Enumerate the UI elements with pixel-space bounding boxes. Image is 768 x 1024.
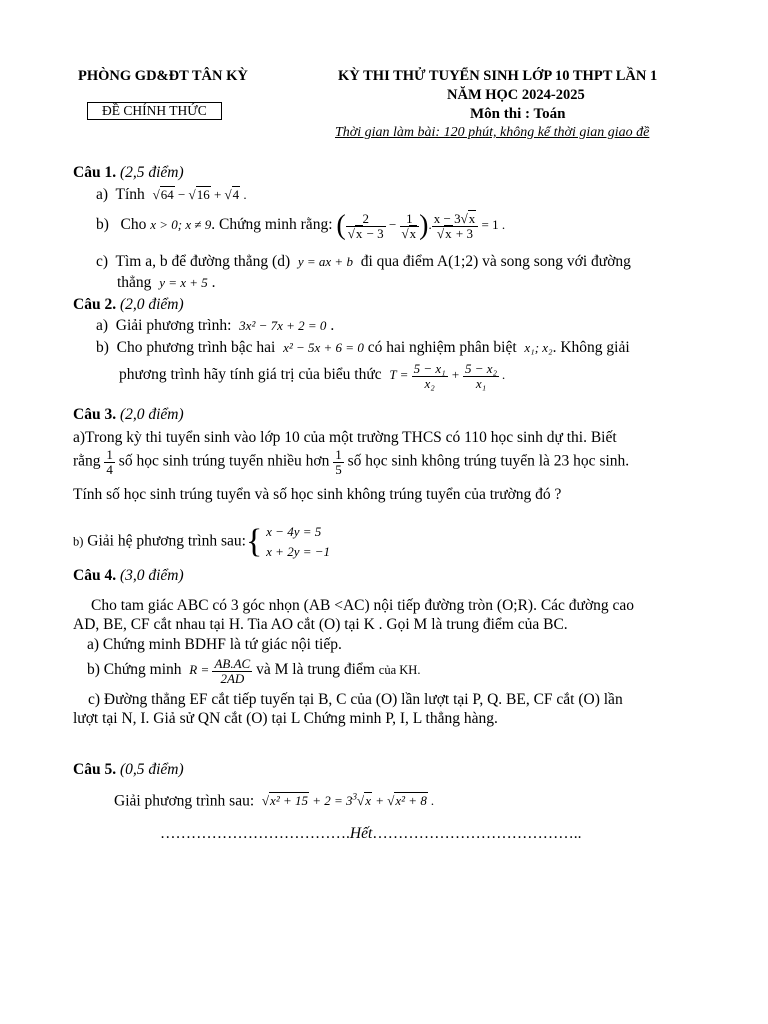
q2b-text3: . Không giải — [552, 339, 630, 356]
q1a-text: Tính — [115, 186, 145, 203]
q4-part-c-line2: lượt tại N, I. Giả sử QN cắt (O) tại L Chứng minh P, I, L thẳng hàng. — [73, 710, 498, 727]
question-2b-cont — [119, 362, 506, 390]
question-2b — [96, 339, 630, 357]
q4b-pre: b) Chứng minh — [87, 661, 182, 679]
q1c-line2-equation: y = x + 5 — [159, 275, 208, 290]
q1c-text3: thẳng — [117, 274, 152, 291]
question-1a — [96, 186, 247, 204]
question-4-heading — [73, 567, 184, 585]
official-exam-badge: ĐỀ CHÍNH THỨC — [87, 102, 222, 120]
q3b-label: b) — [73, 534, 84, 549]
question-2-title: Câu 2. — [73, 296, 117, 313]
department-name: PHÒNG GD&ĐT TÂN KỲ — [78, 68, 248, 84]
question-3-points: (2,0 điểm) — [119, 406, 184, 423]
q3a-line2-mid: số học sinh trúng tuyển nhiều hơn — [118, 452, 330, 470]
q3a-fraction-1-4: $\frac{1}{4}$ — [106, 447, 113, 477]
q4-line2: AD, BE, CF cắt nhau tại H. Tia AO cắt (O) tại K . Gọi M là trung điểm của BC. — [73, 616, 568, 633]
q4b-post2: của KH. — [378, 663, 421, 678]
question-1b — [96, 210, 505, 242]
system-brace: { — [245, 523, 263, 560]
question-3b — [73, 522, 330, 562]
question-4-title: Câu 4. — [73, 567, 117, 584]
question-3-title: Câu 3. — [73, 406, 117, 423]
time-limit: Thời gian làm bài: 120 phút, không kể thời gian giao đề — [335, 125, 650, 140]
q4-line1: Cho tam giác ABC có 3 góc nhọn (AB <AC) nội tiếp đường tròn (O;R). Các đường cao — [91, 597, 635, 614]
question-5-title: Câu 5. — [73, 761, 117, 778]
question-5-points: (0,5 điểm) — [119, 761, 184, 778]
end-marker — [160, 825, 582, 843]
q3a-line2-post: số học sinh không trúng tuyển là 23 học sinh. — [347, 452, 630, 470]
q3a-line1: a)Trong kỳ thi tuyển sinh vào lớp 10 của một trường THCS có 110 học sinh dự thi. Biết — [73, 429, 617, 446]
end-dots-left: ………………………………. — [160, 825, 350, 842]
question-2-points: (2,0 điểm) — [119, 296, 184, 313]
q5-equation: $√x^2 + 15 + 2 = 3^3√x + √x^2 + 8$ . — [261, 792, 435, 809]
q4-part-b — [87, 657, 420, 685]
exam-title: KỲ THI THỬ TUYỂN SINH LỚP 10 THPT LẦN 1 — [338, 68, 658, 84]
q3a-line3: Tính số học sinh trúng tuyển và số học sinh không trúng tuyển của trường đó ? — [73, 486, 562, 503]
q1a-label: a) — [96, 186, 109, 203]
school-year: NĂM HỌC 2024-2025 — [447, 87, 585, 103]
q4b-post: và M là trung điểm — [256, 661, 375, 679]
q4-part-a: a) Chứng minh BDHF là tứ giác nội tiếp. — [87, 636, 342, 653]
q3a-fraction-1-5: $\frac{1}{5}$ — [335, 447, 342, 477]
question-5-body — [114, 792, 434, 810]
q2b-expression: T = $\frac{\text{5 − x₁}}{\text{x₂}}$ + $\frac{\text{5 − x₂}}{\text{x₁}}$ . — [389, 361, 506, 391]
question-4-points: (3,0 điểm) — [119, 567, 184, 584]
q2b-roots: x₁; x₂ — [524, 340, 553, 355]
q1c-label: c) — [96, 253, 109, 270]
question-2a: a) Giải phương trình: 3x² − 7x + 2 = 0 . — [96, 317, 335, 334]
end-dots-right: ………………………………….. — [372, 825, 582, 842]
q1b-text: Cho — [120, 215, 147, 233]
q2b-label: b) — [96, 339, 109, 356]
q1c-text1: Tìm a, b để đường thẳng (d) — [115, 253, 291, 270]
question-1-points: (2,5 điểm) — [119, 164, 184, 181]
q3a-line2 — [73, 448, 629, 476]
question-1-heading — [73, 164, 184, 182]
q1b-condition: x > 0; x ≠ 9 — [150, 216, 212, 232]
q1c-text2: đi qua điểm A(1;2) và song song với đường — [360, 253, 631, 270]
q2a-text: Giải phương trình: — [115, 317, 232, 334]
q4-part-c-line1: c) Đường thẳng EF cắt tiếp tuyến tại B, C của (O) lần lượt tại P, Q. BE, CF cắt (O) lần — [88, 691, 623, 708]
subject: Môn thi : Toán — [470, 106, 566, 122]
q2b-text1: Cho phương trình bậc hai — [116, 339, 276, 356]
q1b-prove: . Chứng minh rằng: — [211, 215, 333, 233]
question-2-heading — [73, 296, 184, 314]
q2b-equation: x² − 5x + 6 = 0 — [283, 340, 364, 355]
q2a-equation: 3x² − 7x + 2 = 0 — [239, 318, 327, 333]
q5-text: Giải phương trình sau: — [114, 792, 255, 810]
question-1c-cont: thẳng y = x + 5 . — [117, 274, 216, 291]
q1c-line-equation: y = ax + b — [297, 254, 353, 269]
question-1c — [96, 253, 631, 271]
q2b-text4: phương trình hãy tính giá trị của biểu thức — [119, 366, 382, 384]
question-5-heading — [73, 761, 184, 779]
q3b-text: Giải hệ phương trình sau: — [87, 532, 246, 550]
q3b-system-eq1: x − 4y = 5 — [266, 524, 322, 539]
question-3-heading — [73, 406, 184, 424]
end-label: Hết — [349, 825, 373, 842]
q3b-system-eq2: x + 2y = −1 — [266, 544, 331, 559]
q2a-label: a) — [96, 317, 109, 334]
q1b-expression: ( $\frac{2}{√x - 3}$ − $\frac{1}{√x}$ ). $\frac{x - 3√x}{√x + 3}$ = 1 . — [336, 210, 506, 241]
q1a-expression: √64 − √16 + √4 . — [152, 187, 247, 202]
q1b-label: b) — [96, 215, 109, 233]
q4b-formula: R = $\frac{AB.AC}{2AD}$ — [189, 656, 251, 686]
q3b-system — [266, 522, 330, 562]
q3a-line2-pre: rằng — [73, 452, 101, 470]
q2b-text2: có hai nghiệm phân biệt — [367, 339, 517, 356]
question-1-title: Câu 1. — [73, 164, 117, 181]
